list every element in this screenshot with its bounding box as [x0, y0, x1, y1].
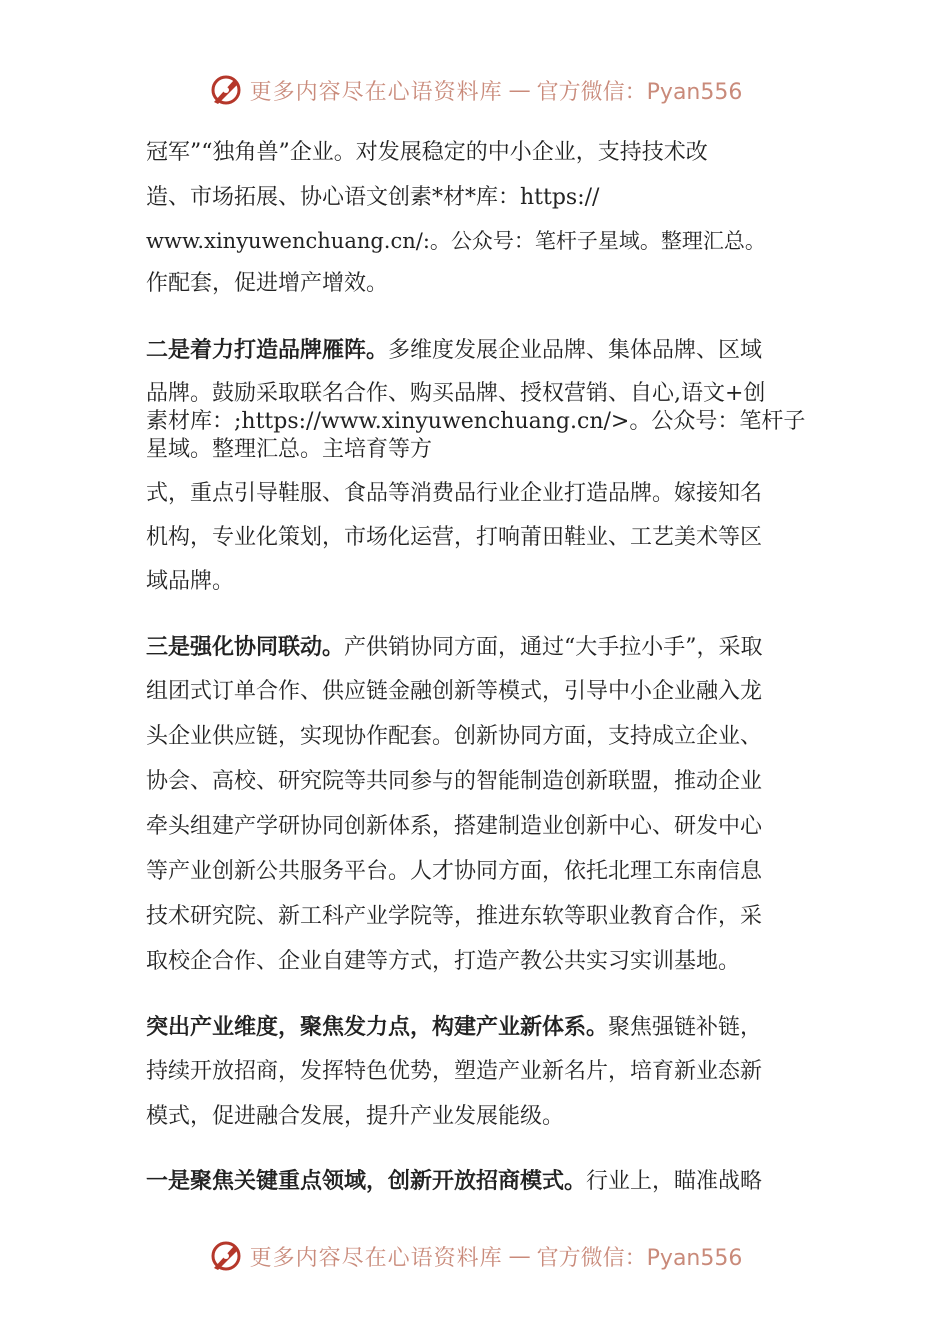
- p2-line-1-rest: 多维度发展企业品牌、集体品牌、区域: [388, 338, 763, 363]
- p5-line-1: [146, 1166, 762, 1197]
- banner-text: 更多内容尽在心语资料库: [249, 79, 503, 105]
- header-banner: [0, 70, 950, 110]
- p5-line-1-rest: 行业上，瞄准战略: [586, 1169, 763, 1194]
- footer-banner: [0, 1236, 950, 1276]
- p5-heading: 一是聚焦关键重点领域，创新开放招商模式。: [146, 1168, 587, 1194]
- p2-line-1: [146, 335, 762, 366]
- p3-line-3: 头企业供应链，实现协作配套。创新协同方面，支持成立企业、: [146, 724, 763, 749]
- p3-line-5: 牵头组建产学研协同创新体系，搭建制造业创新中心、研发中心: [146, 814, 763, 839]
- p1-line-3: www.xinyuwenchuang.cn/:。公众号：笔杆子星域。整理汇总。: [146, 229, 766, 253]
- p4-line-2: 持续开放招商，发挥特色优势，塑造产业新名片，培育新业态新: [146, 1059, 763, 1084]
- banner-contact: 官方微信：Pyan556: [536, 1245, 743, 1271]
- p3-line-8: 取校企合作、企业自建等方式，打造产教公共实习实训基地。: [146, 949, 741, 974]
- p2-line-6: 机构，专业化策划，市场化运营，打响莆田鞋业、工艺美术等区: [146, 525, 763, 550]
- p4-line-1: [146, 1012, 762, 1043]
- banner-text: 更多内容尽在心语资料库: [249, 1245, 503, 1271]
- banner-separator: —: [508, 1243, 531, 1269]
- p2-heading: 二是着力打造品牌雁阵。: [146, 337, 389, 363]
- pen-logo-icon: [208, 1238, 244, 1274]
- p1-line-4: 作配套，促进增产增效。: [146, 271, 389, 296]
- p2-line-2: 品牌。鼓励采取联名合作、购买品牌、授权营销、自心,语文+创: [146, 381, 766, 406]
- p3-line-1-rest: 产供销协同方面，通过“大手拉小手”，采取: [344, 635, 763, 660]
- banner-separator: —: [508, 77, 531, 103]
- p2-line-7: 域品牌。: [146, 569, 235, 594]
- p3-line-2: 组团式订单合作、供应链金融创新等模式，引导中小企业融入龙: [146, 679, 763, 704]
- p1-line-2: 造、市场拓展、协心语文创素*材*库：https://: [146, 185, 600, 210]
- p2-line-5: 式，重点引导鞋服、食品等消费品行业企业打造品牌。嫁接知名: [146, 481, 763, 506]
- p3-line-1: [146, 632, 763, 663]
- p2-line-4: 星域。整理汇总。主培育等方: [146, 437, 433, 462]
- p1-line-1: 冠军”“独角兽”企业。对发展稳定的中小企业，支持技术改: [146, 140, 708, 165]
- p3-heading: 三是强化协同联动。: [146, 634, 345, 660]
- p3-line-7: 技术研究院、新工科产业学院等，推进东软等职业教育合作，采: [146, 904, 763, 929]
- p2-line-3: 素材库：;https://www.xinyuwenchuang.cn/>。公众号：笔杆子: [146, 409, 806, 434]
- banner-contact: 官方微信：Pyan556: [536, 79, 743, 105]
- p4-line-3: 模式，促进融合发展，提升产业发展能级。: [146, 1104, 565, 1129]
- p4-heading: 突出产业维度，聚焦发力点，构建产业新体系。: [146, 1014, 609, 1040]
- pen-logo-icon: [208, 72, 244, 108]
- p3-line-6: 等产业创新公共服务平台。人才协同方面，依托北理工东南信息: [146, 859, 763, 884]
- p4-line-1-rest: 聚焦强链补链，: [608, 1015, 763, 1040]
- p3-line-4: 协会、高校、研究院等共同参与的智能制造创新联盟，推动企业: [146, 769, 763, 794]
